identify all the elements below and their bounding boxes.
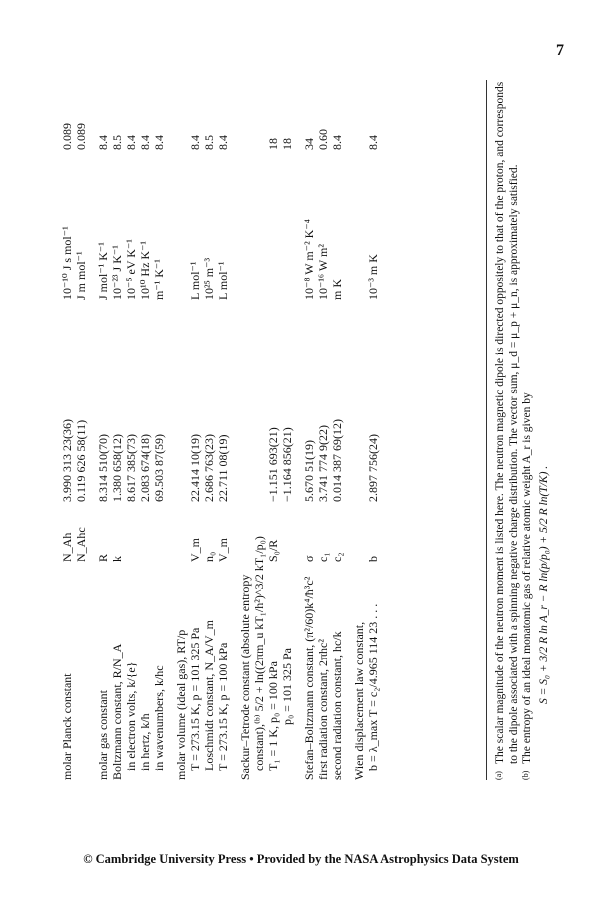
unit-cell: 10¹⁰ Hz K⁻¹ <box>138 241 152 300</box>
constants-table-rotated <box>60 80 550 780</box>
symbol-cell: R <box>96 553 110 562</box>
footnote-b <box>521 80 535 780</box>
quantity-cell: Wien displacement law constant, <box>352 621 366 780</box>
value-cell: 3.741 774 9(22) <box>316 425 330 502</box>
value-cell: 2.686 763(23) <box>202 434 216 502</box>
uncertainty-cell: 8.4 <box>216 135 230 150</box>
unit-cell: 10⁻³ m K <box>366 254 380 300</box>
footnote-a <box>494 80 521 780</box>
uncertainty-cell: 8.4 <box>124 135 138 150</box>
symbol-cell: n₀ <box>202 551 216 562</box>
row-spacer <box>230 80 238 780</box>
unit-cell: J mol⁻¹ K⁻¹ <box>96 242 110 300</box>
value-cell: 8.617 385(73) <box>124 434 138 502</box>
unit-cell: 10²⁵ m⁻³ <box>202 257 216 300</box>
symbol-cell: b <box>366 556 380 562</box>
quantity-cell: T = 273.15 K, p = 101 325 Pa <box>188 627 202 771</box>
uncertainty-cell: 8.5 <box>110 135 124 150</box>
quantity-cell: first radiation constant, 2πhc² <box>316 639 330 780</box>
footnote-rule <box>486 80 487 780</box>
table-row <box>74 80 88 780</box>
table-row <box>138 80 152 780</box>
quantity-cell: T = 273.15 K, p = 100 kPa <box>216 642 230 771</box>
table-row <box>238 80 252 780</box>
unit-cell: J m mol⁻¹ <box>74 251 88 300</box>
quantity-cell: second radiation constant, hc/k <box>330 631 344 780</box>
unit-cell: m⁻¹ K⁻¹ <box>152 259 166 300</box>
uncertainty-cell: 18 <box>280 138 294 150</box>
symbol-cell: N_Ahc <box>74 527 88 562</box>
uncertainty-cell: 8.5 <box>202 135 216 150</box>
uncertainty-cell: 18 <box>266 138 280 150</box>
value-cell: 5.670 51(19) <box>302 440 316 502</box>
symbol-cell: S₀/R <box>266 539 280 562</box>
quantity-cell: b = λ_max T = c₂/4.965 114 23 . . . <box>366 603 380 771</box>
value-cell: 3.990 313 23(36) <box>60 419 74 502</box>
uncertainty-cell: 8.4 <box>96 135 110 150</box>
table-row <box>174 80 188 780</box>
value-cell: 0.119 626 58(11) <box>74 419 88 502</box>
symbol-cell: c₁ <box>316 552 330 562</box>
quantity-cell: Sackur–Tetrode constant (absolute entropy <box>238 574 252 780</box>
uncertainty-cell: 8.4 <box>188 135 202 150</box>
value-cell: 22.414 10(19) <box>188 434 202 502</box>
table-row <box>110 80 124 780</box>
table-row <box>202 80 216 780</box>
quantity-cell: molar gas constant <box>96 690 110 780</box>
table-row <box>330 80 344 780</box>
unit-cell: m K <box>330 279 344 300</box>
quantity-cell: T₁ = 1 K, p₀ = 100 kPa <box>266 661 280 771</box>
symbol-cell: c₂ <box>330 552 344 562</box>
quantity-cell: molar volume (ideal gas), RT/p <box>174 629 188 780</box>
unit-cell: 10⁻²³ J K⁻¹ <box>110 245 124 300</box>
table-row <box>124 80 138 780</box>
footnote-a-mark: (a) <box>494 771 503 780</box>
quantity-cell: in wavenumbers, k/hc <box>152 665 166 771</box>
row-spacer <box>344 80 352 780</box>
uncertainty-cell: 0.60 <box>316 129 330 150</box>
row-spacer <box>88 80 96 780</box>
quantity-cell: constant),⁽ᵇ⁾ 5/2 + ln((2πm_u kT₁/h²)^3/2 kT₁/p₀) <box>252 536 266 771</box>
footnote-b-text: The entropy of an ideal monatomic gas of relative atomic weight A_r is given by <box>521 392 533 764</box>
value-cell: 2.083 674(18) <box>138 434 152 502</box>
symbol-cell: k <box>110 556 124 562</box>
table-row <box>96 80 110 780</box>
footnote-a-text: The scalar magnitude of the neutron moment is listed here. The neutron magnetic dipole is directed oppositely to that of the proton, and corresponds to the dipole associated with a spinning negative charge distribution. The vector sum, μ_d = μ_p + μ_n, is approximately satisfied. <box>494 81 520 764</box>
footnotes <box>494 80 551 780</box>
uncertainty-cell: 0.089 <box>74 123 88 150</box>
table-row <box>302 80 316 780</box>
table-row <box>216 80 230 780</box>
unit-cell: 10⁻⁵ eV K⁻¹ <box>124 239 138 300</box>
unit-cell: 10⁻¹⁰ J s mol⁻¹ <box>60 226 74 300</box>
footnote-b-mark: (b) <box>521 770 530 780</box>
value-cell: −1.151 693(21) <box>266 427 280 502</box>
symbol-cell: V_m <box>216 538 230 562</box>
table-row <box>152 80 166 780</box>
footer-copyright: © Cambridge University Press • Provided by the NASA Astrophysics Data System <box>83 852 519 866</box>
quantity-cell: in electron volts, k/{e} <box>124 661 138 771</box>
unit-cell: L mol⁻¹ <box>188 261 202 300</box>
quantity-cell: Boltzmann constant, R/N_A <box>110 643 124 780</box>
row-spacer <box>166 80 174 780</box>
uncertainty-cell: 8.4 <box>366 135 380 150</box>
table-row <box>60 80 74 780</box>
unit-cell: L mol⁻¹ <box>216 261 230 300</box>
row-spacer <box>294 80 302 780</box>
uncertainty-cell: 8.4 <box>138 135 152 150</box>
uncertainty-cell: 0.089 <box>60 123 74 150</box>
constants-table <box>60 80 380 780</box>
unit-cell: 10⁻⁸ W m⁻² K⁻⁴ <box>302 219 316 300</box>
symbol-cell: N_Ah <box>60 532 74 562</box>
page-number: 7 <box>556 42 564 59</box>
table-row <box>316 80 330 780</box>
table-row <box>280 80 294 780</box>
quantity-cell: molar Planck constant <box>60 673 74 780</box>
entropy-formula: S = S₀ + 3/2 R ln A_r − R ln(p/p₀) + 5/2 R ln(T/K) . <box>537 465 550 704</box>
table-row <box>188 80 202 780</box>
table-row <box>252 80 266 780</box>
quantity-cell: Stefan–Boltzmann constant, (π²/60)k⁴/ħ³c² <box>302 576 316 780</box>
symbol-cell: σ <box>302 555 316 562</box>
value-cell: 8.314 510(70) <box>96 434 110 502</box>
value-cell: 69.503 87(59) <box>152 434 166 502</box>
uncertainty-cell: 8.4 <box>330 135 344 150</box>
quantity-cell: in hertz, k/h <box>138 713 152 771</box>
quantity-cell: Loschmidt constant, N_A/V_m <box>202 620 216 771</box>
value-cell: 22.711 08(19) <box>216 434 230 502</box>
uncertainty-cell: 8.4 <box>152 135 166 150</box>
uncertainty-cell: 34 <box>302 138 316 150</box>
table-row <box>352 80 366 780</box>
quantity-cell: p₀ = 101 325 Pa <box>280 648 294 725</box>
value-cell: 2.897 756(24) <box>366 434 380 502</box>
table-row <box>266 80 280 780</box>
value-cell: −1.164 856(21) <box>280 427 294 502</box>
value-cell: 1.380 658(12) <box>110 434 124 502</box>
symbol-cell: V_m <box>188 538 202 562</box>
unit-cell: 10⁻¹⁶ W m² <box>316 244 330 300</box>
value-cell: 0.014 387 69(12) <box>330 419 344 502</box>
table-row <box>366 80 380 780</box>
